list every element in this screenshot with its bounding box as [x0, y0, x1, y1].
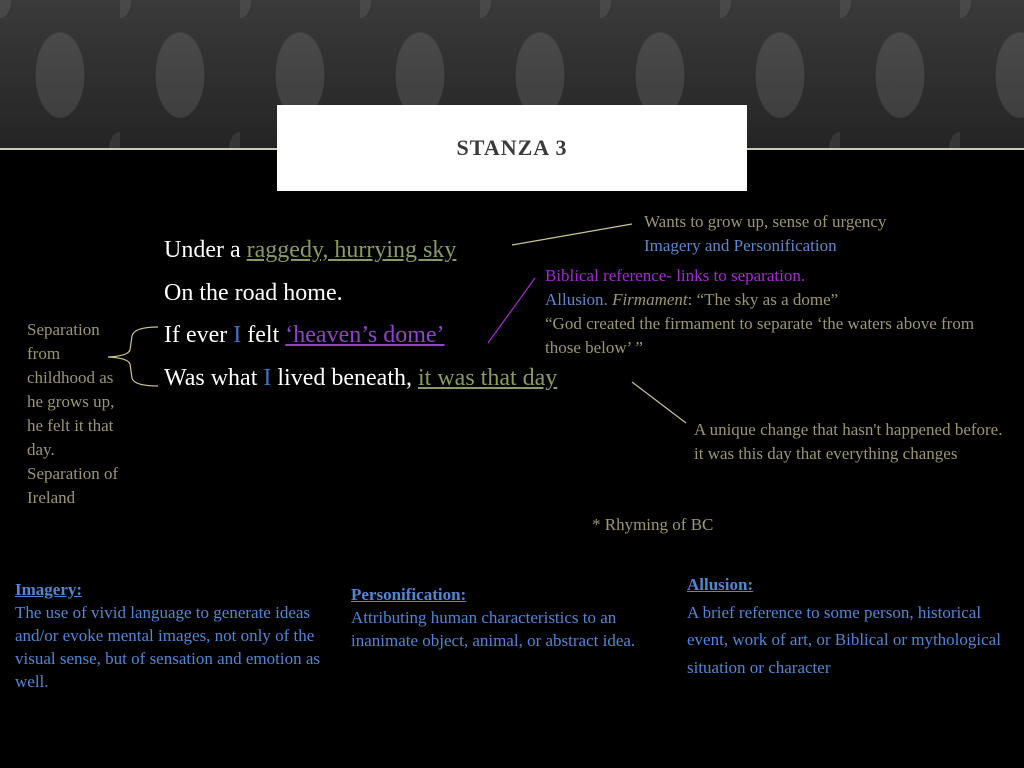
note-dome-biblical: Biblical reference- links to separation.	[545, 266, 806, 285]
poem-text: If ever	[164, 322, 234, 348]
sky-connector	[512, 224, 632, 245]
day-connector	[632, 382, 686, 423]
note-dome-allusion	[545, 288, 1005, 312]
highlight-day: it was that day	[418, 365, 558, 391]
definition-imagery-body: The use of vivid language to generate ideas and/or evoke mental images, not only of the visual sense, but of sensation and emotion as well.	[15, 603, 321, 691]
poem-text: Under a	[164, 237, 247, 263]
note-sky-techniques: Imagery and Personification	[644, 236, 837, 255]
highlight-sky: raggedy, hurrying sky	[246, 237, 457, 263]
poem-line-1	[164, 238, 456, 262]
pronoun-i: I	[233, 322, 242, 348]
note-dome-allusion-label: Allusion.	[545, 290, 613, 309]
note-day: A unique change that hasn't happened before. it was this day that everything changes	[694, 420, 1003, 463]
definition-allusion-body: A brief reference to some person, historical event, work of art, or Biblical or mythological situation or character	[687, 602, 1001, 677]
note-sky-text: Wants to grow up, sense of urgency	[644, 212, 887, 231]
poem-line-4	[164, 366, 557, 390]
definition-personification-body: Attributing human characteristics to an inanimate object, animal, or abstract idea.	[351, 608, 636, 650]
definition-allusion-heading: Allusion:	[687, 575, 754, 594]
highlight-dome: ‘heaven’s dome’	[285, 322, 445, 348]
title-box	[277, 105, 747, 191]
pronoun-i: I	[263, 365, 272, 391]
poem-text: lived beneath,	[271, 365, 418, 391]
poem-text: On the road home.	[164, 280, 343, 306]
note-sky	[644, 210, 1004, 258]
definition-personification	[351, 583, 656, 652]
note-dome-definition: : “The sky as a dome”	[687, 290, 839, 309]
definition-allusion	[687, 571, 1002, 681]
poem-line-2	[164, 281, 343, 305]
note-dome	[545, 264, 1005, 360]
poem-text: Was what	[164, 365, 264, 391]
definition-personification-heading: Personification:	[351, 585, 467, 604]
poem-text: felt	[241, 322, 286, 348]
poem-line-3	[164, 323, 445, 347]
note-dome-firmament: Firmament	[612, 290, 688, 309]
dome-connector	[488, 278, 535, 343]
slide-title: STANZA 3	[456, 135, 568, 160]
note-separation: Separation from childhood as he grows up, he felt it that day. Separation of Ireland	[27, 320, 119, 507]
definition-imagery	[15, 578, 325, 693]
note-dome-quote: “God created the firmament to separate ‘the waters above from those below’ ”	[545, 314, 975, 357]
definition-imagery-heading: Imagery:	[15, 580, 83, 599]
note-rhyme: * Rhyming of BC	[592, 515, 714, 534]
